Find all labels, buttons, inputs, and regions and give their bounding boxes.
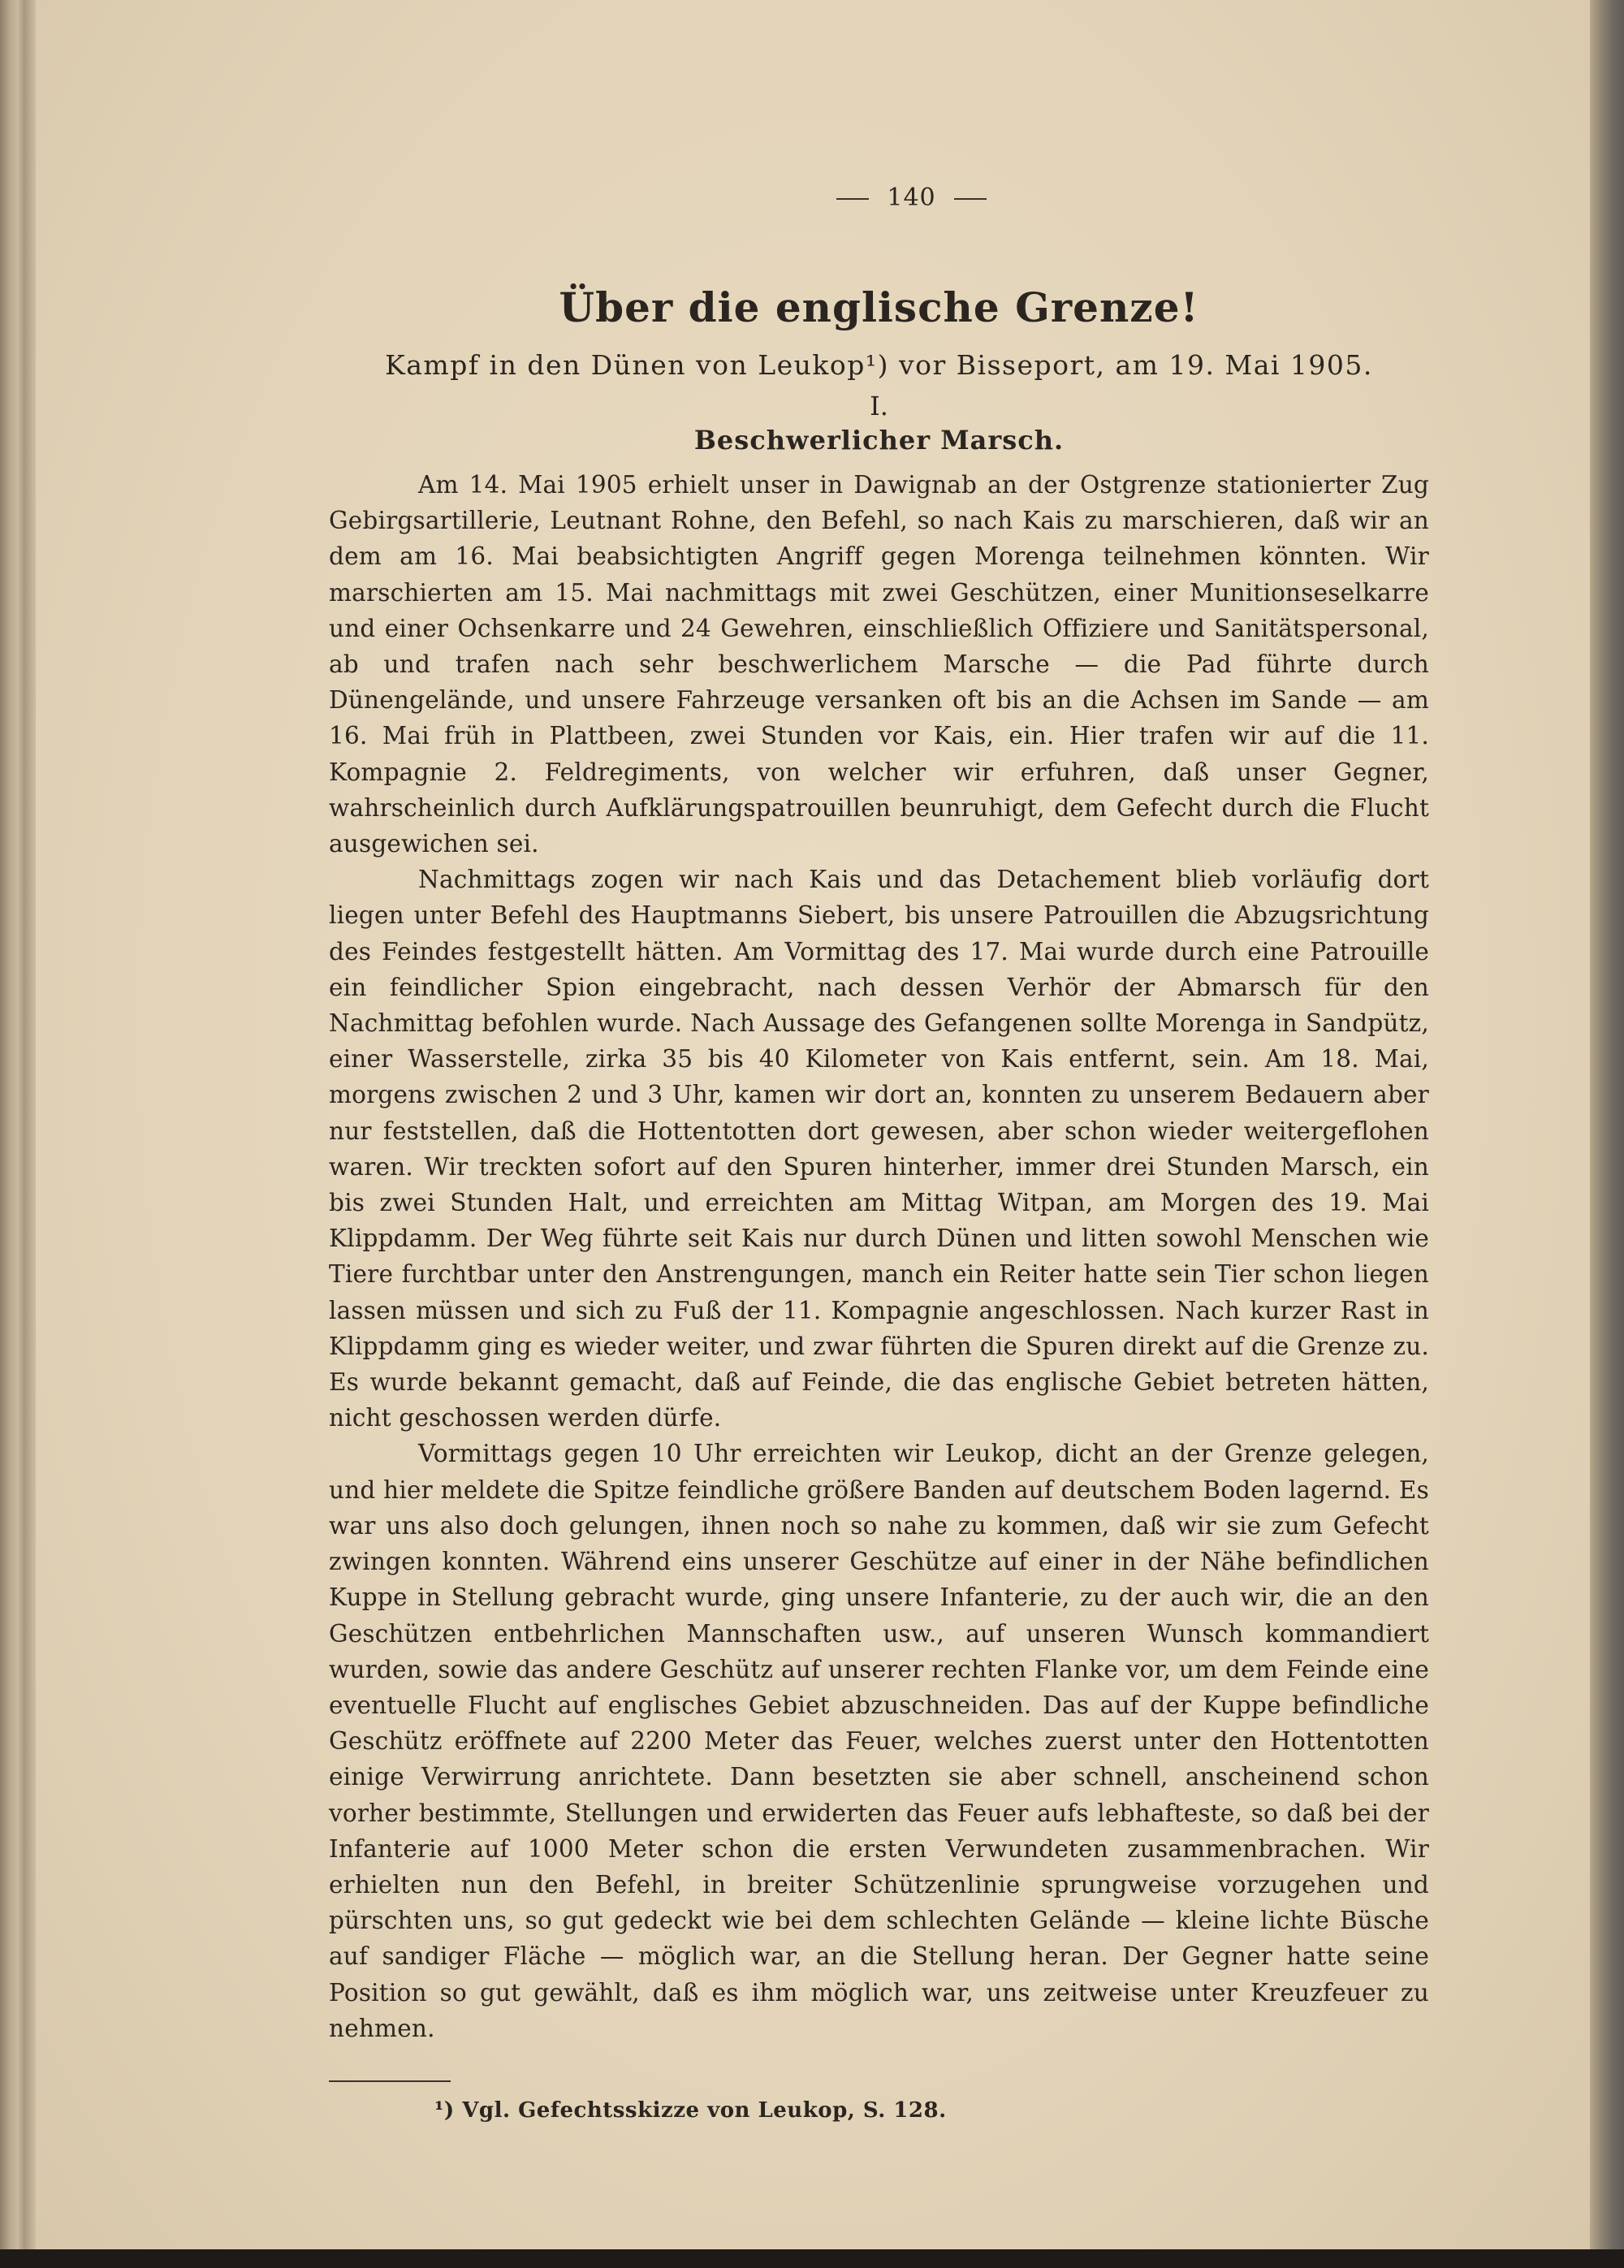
page-number-value: 140 bbox=[887, 184, 936, 212]
paragraph-1: Am 14. Mai 1905 erhielt unser in Dawignab an der Ostgrenze stationierter Zug Gebirgsartillerie, Leutnant Rohne, den Befehl, so nach Kais zu marschieren, daß wir an dem am 16. Mai beabsichtigten Angriff gegen Morenga teilnehmen könnten. Wir marschierten am 15. Mai nachmittags mit zwei Geschützen, einer Munitionseselkarre und einer Ochsenkarre und 24 Gewehren, einschließlich Offiziere und Sanitätspersonal, ab und trafen nach sehr beschwerlichem Marsche — die Pad führte durch Dünengelände, und unsere Fahrzeuge versanken oft bis an die Achsen im Sande — am 16. Mai früh in Plattbeen, zwei Stunden vor Kais, ein. Hier trafen wir auf die 11. Kompagnie 2. Feldregiments, von welcher wir erfuhren, daß unser Gegner, wahrscheinlich durch Aufklärungspatrouillen beunruhigt, dem Gefecht durch die Flucht ausgewichen sei. bbox=[329, 471, 1429, 858]
dash-left bbox=[836, 198, 869, 200]
scan-bottom-band bbox=[0, 2249, 1624, 2268]
body-text bbox=[329, 467, 1429, 2046]
footnote: ¹) Vgl. Gefechtsskizze von Leukop, S. 128. bbox=[434, 2097, 947, 2123]
footnote-rule bbox=[329, 2080, 451, 2082]
chapter-title: Über die englische Grenze! bbox=[559, 283, 1199, 331]
page-edge-left bbox=[0, 0, 36, 2268]
section-title: Beschwerlicher Marsch. bbox=[693, 425, 1065, 456]
paragraph-3: Vormittags gegen 10 Uhr erreichten wir Leukop, dicht an der Grenze gelegen, und hier meldete die Spitze feindliche größere Banden auf deutschem Boden lagernd. Es war uns also doch gelungen, ihnen noch so nahe zu kommen, daß wir sie zum Gefecht zwingen konnten. Während eins unserer Geschütze auf einer in der Nähe befindlichen Kuppe in Stellung gebracht wurde, ging unsere Infanterie, zu der auch wir, die an den Geschützen entbehrlichen Mannschaften usw., auf unseren Wunsch kommandiert wurden, sowie das andere Geschütz auf unserer rechten Flanke vor, um dem Feinde eine eventuelle Flucht auf englisches Gebiet abzuschneiden. Das auf der Kuppe befindliche Geschütz eröffnete auf 2200 Meter das Feuer, welches zuerst unter den Hottentotten einige Verwirrung anrichtete. Dann besetzten sie aber schnell, anscheinend schon vorher bestimmte, Stellungen und erwiderten das Feuer aufs lebhafteste, so daß bei der Infanterie auf 1000 Meter schon die ersten Verwundeten zusammenbrachen. Wir erhielten nun den Befehl, in breiter Schützenlinie sprungweise vorzugehen und pürschten uns, so gut gedeckt wie bei dem schlechten Gelände — kleine lichte Büsche auf sandiger Fläche — möglich war, an die Stellung heran. Der Gegner hatte seine Position so gut gewählt, daß es ihm möglich war, uns zeitweise unter Kreuzfeuer zu nehmen. bbox=[329, 1440, 1429, 2042]
dash-right bbox=[954, 198, 987, 200]
chapter-subtitle: Kampf in den Dünen von Leukop¹) vor Bisseport, am 19. Mai 1905. bbox=[385, 349, 1373, 381]
page-number bbox=[394, 184, 1429, 212]
book-cover-edge-right bbox=[1590, 0, 1624, 2268]
text-block bbox=[329, 184, 1429, 2123]
paragraph-2: Nachmittags zogen wir nach Kais und das Detachement blieb vorläufig dort liegen unter Befehl des Hauptmanns Siebert, bis unsere Patrouillen die Abzugsrichtung des Feindes festgestellt hätten. Am Vormittag des 17. Mai wurde durch eine Patrouille ein feindlicher Spion eingebracht, nach dessen Verhör der Abmarsch für den Nachmittag befohlen wurde. Nach Aussage des Gefangenen sollte Morenga in Sandpütz, einer Wasserstelle, zirka 35 bis 40 Kilometer von Kais entfernt, sein. Am 18. Mai, morgens zwischen 2 und 3 Uhr, kamen wir dort an, konnten zu unserem Bedauern aber nur feststellen, daß die Hottentotten dort gewesen, aber schon wieder weitergeflohen waren. Wir treckten sofort auf den Spuren hinterher, immer drei Stunden Marsch, ein bis zwei Stunden Halt, und erreichten am Mittag Witpan, am Morgen des 19. Mai Klippdamm. Der Weg führte seit Kais nur durch Dünen und litten sowohl Menschen wie Tiere furchtbar unter den Anstrengungen, manch ein Reiter hatte sein Tier schon liegen lassen müssen und sich zu Fuß der 11. Kompagnie angeschlossen. Nach kurzer Rast in Klippdamm ging es wieder weiter, und zwar führten die Spuren direkt auf die Grenze zu. Es wurde bekannt gemacht, daß auf Feinde, die das englische Gebiet betreten hätten, nicht geschossen werden dürfe. bbox=[329, 866, 1429, 1432]
section-numeral: I. bbox=[870, 391, 888, 421]
